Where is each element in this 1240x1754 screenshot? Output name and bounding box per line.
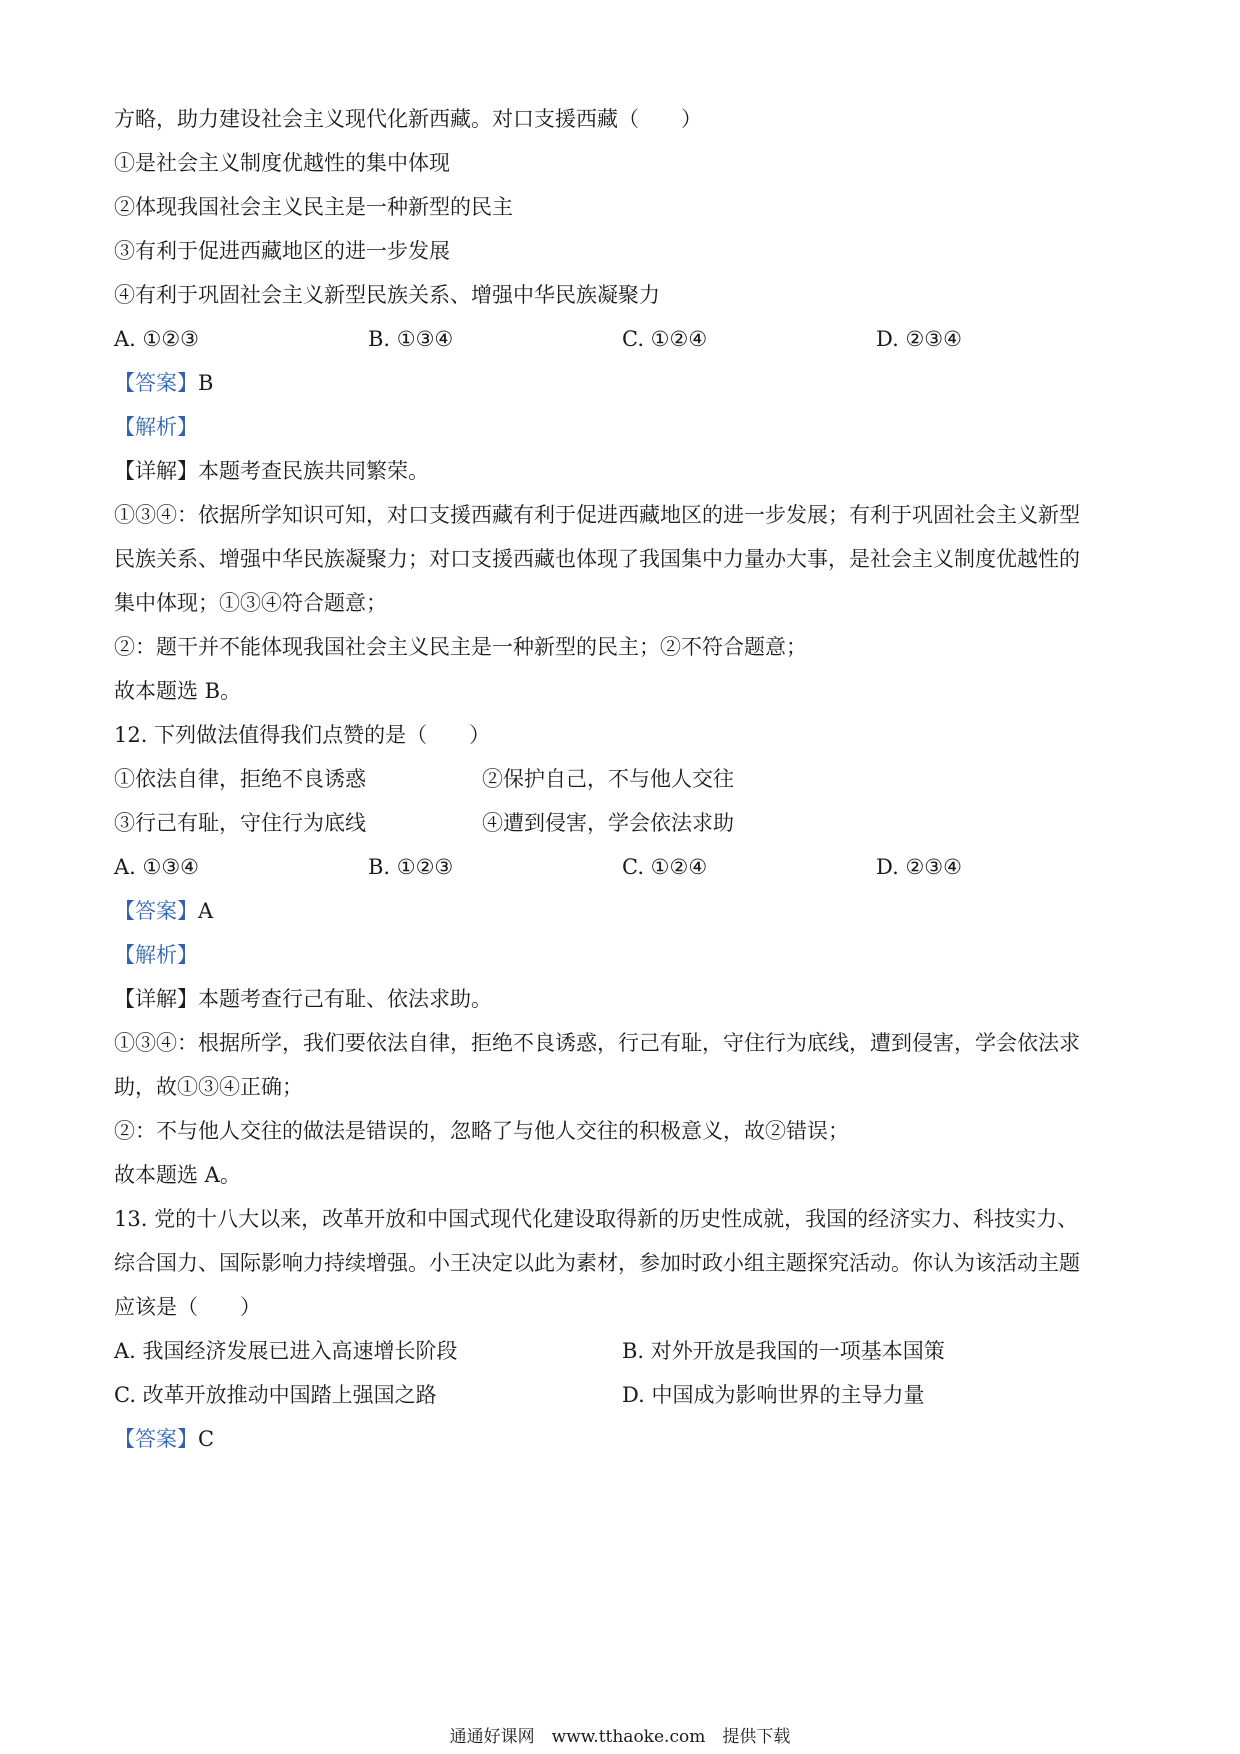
answer-tag: 【答案】: [114, 1427, 198, 1451]
q11-statement: ①是社会主义制度优越性的集中体现: [114, 151, 450, 175]
q11-option-d[interactable]: D. ②③④: [876, 327, 962, 351]
q11-explanation-line: ②：题干并不能体现我国社会主义民主是一种新型的民主；②不符合题意；: [114, 635, 807, 659]
q13-stem-line: 综合国力、国际影响力持续增强。小王决定以此为素材，参加时政小组主题探究活动。你认为该活动主题: [114, 1251, 1080, 1275]
q13-option-d[interactable]: D. 中国成为影响世界的主导力量: [622, 1383, 925, 1407]
q11-option-a[interactable]: A. ①②③: [114, 327, 199, 351]
q12-explanation-line: ②：不与他人交往的做法是错误的，忽略了与他人交往的积极意义，故②错误；: [114, 1119, 849, 1143]
q13-options-row: [114, 1380, 1134, 1410]
q12-analysis: [114, 940, 1134, 970]
q12-statement-row: [114, 808, 1134, 838]
q11-analysis: [114, 412, 1134, 442]
q13-answer: [114, 1424, 1134, 1454]
answer-tag: 【答案】: [114, 371, 198, 395]
q12-option-c[interactable]: C. ①②④: [622, 855, 708, 879]
q12-statement-row: [114, 764, 1134, 794]
analysis-tag: 【解析】: [114, 943, 198, 967]
q12-answer: [114, 896, 1134, 926]
q11-stem-tail: 方略，助力建设社会主义现代化新西藏。对口支援西藏（ ）: [114, 107, 702, 131]
q13-option-b[interactable]: B. 对外开放是我国的一项基本国策: [622, 1339, 945, 1363]
q11-explanation-line: 民族关系、增强中华民族凝聚力；对口支援西藏也体现了我国集中力量办大事，是社会主义制度优越性的: [114, 547, 1080, 571]
q12-explanation-line: 助，故①③④正确；: [114, 1075, 303, 1099]
page-footer: 通通好课网 www.tthaoke.com 提供下载: [449, 1727, 791, 1747]
detail-intro: 本题考查行己有耻、依法求助。: [198, 987, 492, 1011]
answer-value: B: [198, 371, 214, 395]
q12-explanation-line: ①③④：根据所学，我们要依法自律，拒绝不良诱惑，行己有耻，守住行为底线，遭到侵害，学会依法求: [114, 1031, 1080, 1055]
q13-stem-line: 应该是（ ）: [114, 1295, 261, 1319]
answer-value: C: [198, 1427, 215, 1451]
q11-statement: ③有利于促进西藏地区的进一步发展: [114, 239, 450, 263]
detail-tag: 【详解】: [114, 987, 198, 1011]
answer-value: A: [198, 899, 214, 923]
q13-option-c[interactable]: C. 改革开放推动中国踏上强国之路: [114, 1383, 437, 1407]
q11-explanation-line: 故本题选 B。: [114, 679, 242, 703]
q13-option-a[interactable]: A. 我国经济发展已进入高速增长阶段: [114, 1339, 458, 1363]
q12-statement: ①依法自律，拒绝不良诱惑: [114, 767, 366, 791]
q11-explanation-line: 集中体现；①③④符合题意；: [114, 591, 387, 615]
q13-stem-line: 13. 党的十八大以来，改革开放和中国式现代化建设取得新的历史性成就，我国的经济实力、科技实力、: [114, 1207, 1079, 1231]
q12-statement: ④遭到侵害，学会依法求助: [482, 811, 734, 835]
detail-tag: 【详解】: [114, 459, 198, 483]
q12-option-b[interactable]: B. ①②③: [368, 855, 454, 879]
q12-statement: ②保护自己，不与他人交往: [482, 767, 734, 791]
analysis-tag: 【解析】: [114, 415, 198, 439]
q12-options: [114, 852, 1134, 882]
q12-explanation-line: 故本题选 A。: [114, 1163, 241, 1187]
q12-statement: ③行己有耻，守住行为底线: [114, 811, 366, 835]
q11-statement: ②体现我国社会主义民主是一种新型的民主: [114, 195, 513, 219]
q11-answer: [114, 368, 1134, 398]
q11-detail: [114, 456, 1134, 486]
q12-option-d[interactable]: D. ②③④: [876, 855, 962, 879]
q11-statement: ④有利于巩固社会主义新型民族关系、增强中华民族凝聚力: [114, 283, 660, 307]
q12-stem: 12. 下列做法值得我们点赞的是（ ）: [114, 723, 491, 747]
q13-options-row: [114, 1336, 1134, 1366]
q11-explanation-line: ①③④：依据所学知识可知，对口支援西藏有利于促进西藏地区的进一步发展；有利于巩固社会主义新型: [114, 503, 1080, 527]
answer-tag: 【答案】: [114, 899, 198, 923]
detail-intro: 本题考查民族共同繁荣。: [198, 459, 429, 483]
q12-option-a[interactable]: A. ①③④: [114, 855, 199, 879]
q12-detail: [114, 984, 1134, 1014]
q11-option-c[interactable]: C. ①②④: [622, 327, 708, 351]
q11-options: [114, 324, 1134, 354]
q11-option-b[interactable]: B. ①③④: [368, 327, 454, 351]
